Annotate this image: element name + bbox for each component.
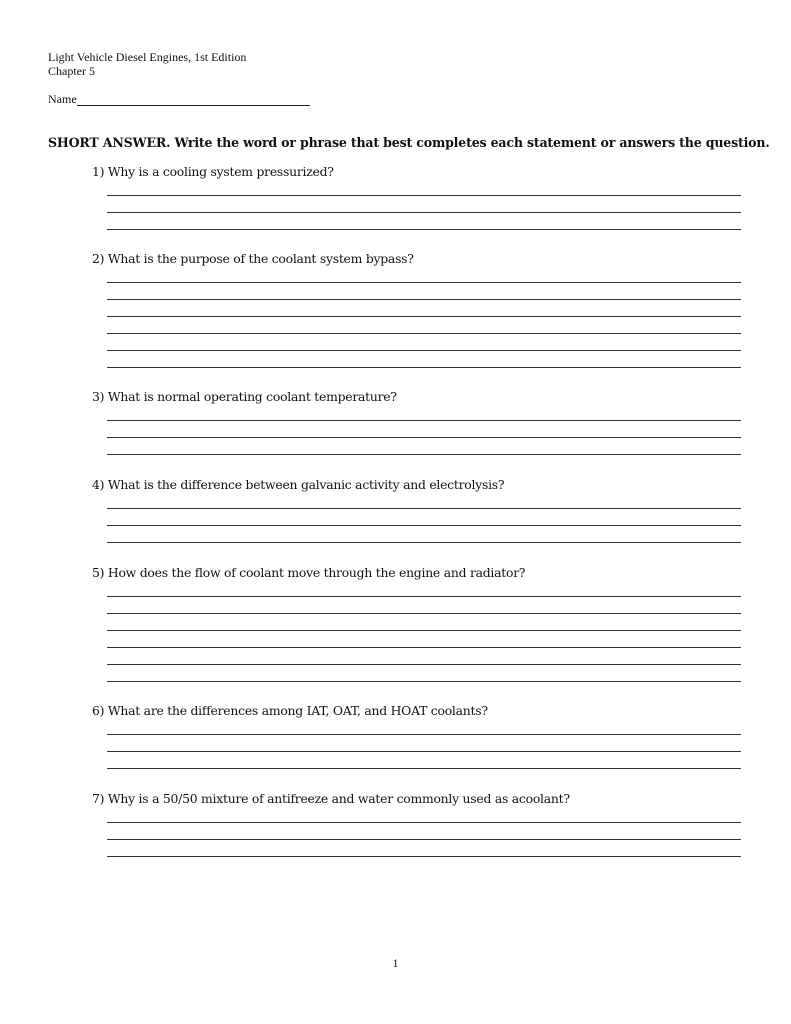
answer-line[interactable] [107,229,741,230]
answer-line[interactable] [107,316,741,317]
question-text: 4) What is the difference between galvanic activity and electrolysis? [92,477,505,492]
answer-line[interactable] [107,437,741,438]
document-header [48,50,246,78]
answer-line[interactable] [107,822,741,823]
question-text: 5) How does the flow of coolant move through the engine and radiator? [92,565,526,580]
question-text: 2) What is the purpose of the coolant system bypass? [92,251,414,266]
answer-line[interactable] [107,525,741,526]
question-text: 6) What are the differences among IAT, OAT, and HOAT coolants? [92,703,488,718]
answer-line[interactable] [107,613,741,614]
answer-line[interactable] [107,454,741,455]
answer-line[interactable] [107,542,741,543]
answer-line[interactable] [107,282,741,283]
question-text: 1) Why is a cooling system pressurized? [92,164,334,179]
answer-line[interactable] [107,734,741,735]
name-field-line[interactable] [77,92,310,106]
answer-line[interactable] [107,333,741,334]
answer-line[interactable] [107,508,741,509]
answer-line[interactable] [107,768,741,769]
answer-line[interactable] [107,212,741,213]
answer-line[interactable] [107,195,741,196]
answer-line[interactable] [107,751,741,752]
answer-line[interactable] [107,350,741,351]
answer-line[interactable] [107,647,741,648]
book-title: Light Vehicle Diesel Engines, 1st Edition [48,50,247,64]
answer-line[interactable] [107,596,741,597]
answer-line[interactable] [107,630,741,631]
name-row [48,92,310,106]
answer-line[interactable] [107,367,741,368]
answer-line[interactable] [107,664,741,665]
question-text: 7) Why is a 50/50 mixture of antifreeze and water commonly used as acoolant? [92,791,570,806]
question-text: 3) What is normal operating coolant temperature? [92,389,397,404]
chapter-label: Chapter 5 [48,64,95,78]
name-label: Name [48,92,77,106]
instructions: SHORT ANSWER. Write the word or phrase that best completes each statement or answers the question. [48,135,770,150]
answer-line[interactable] [107,681,741,682]
page-number: 1 [392,956,399,970]
answer-line[interactable] [107,299,741,300]
answer-line[interactable] [107,420,741,421]
answer-line[interactable] [107,839,741,840]
answer-line[interactable] [107,856,741,857]
